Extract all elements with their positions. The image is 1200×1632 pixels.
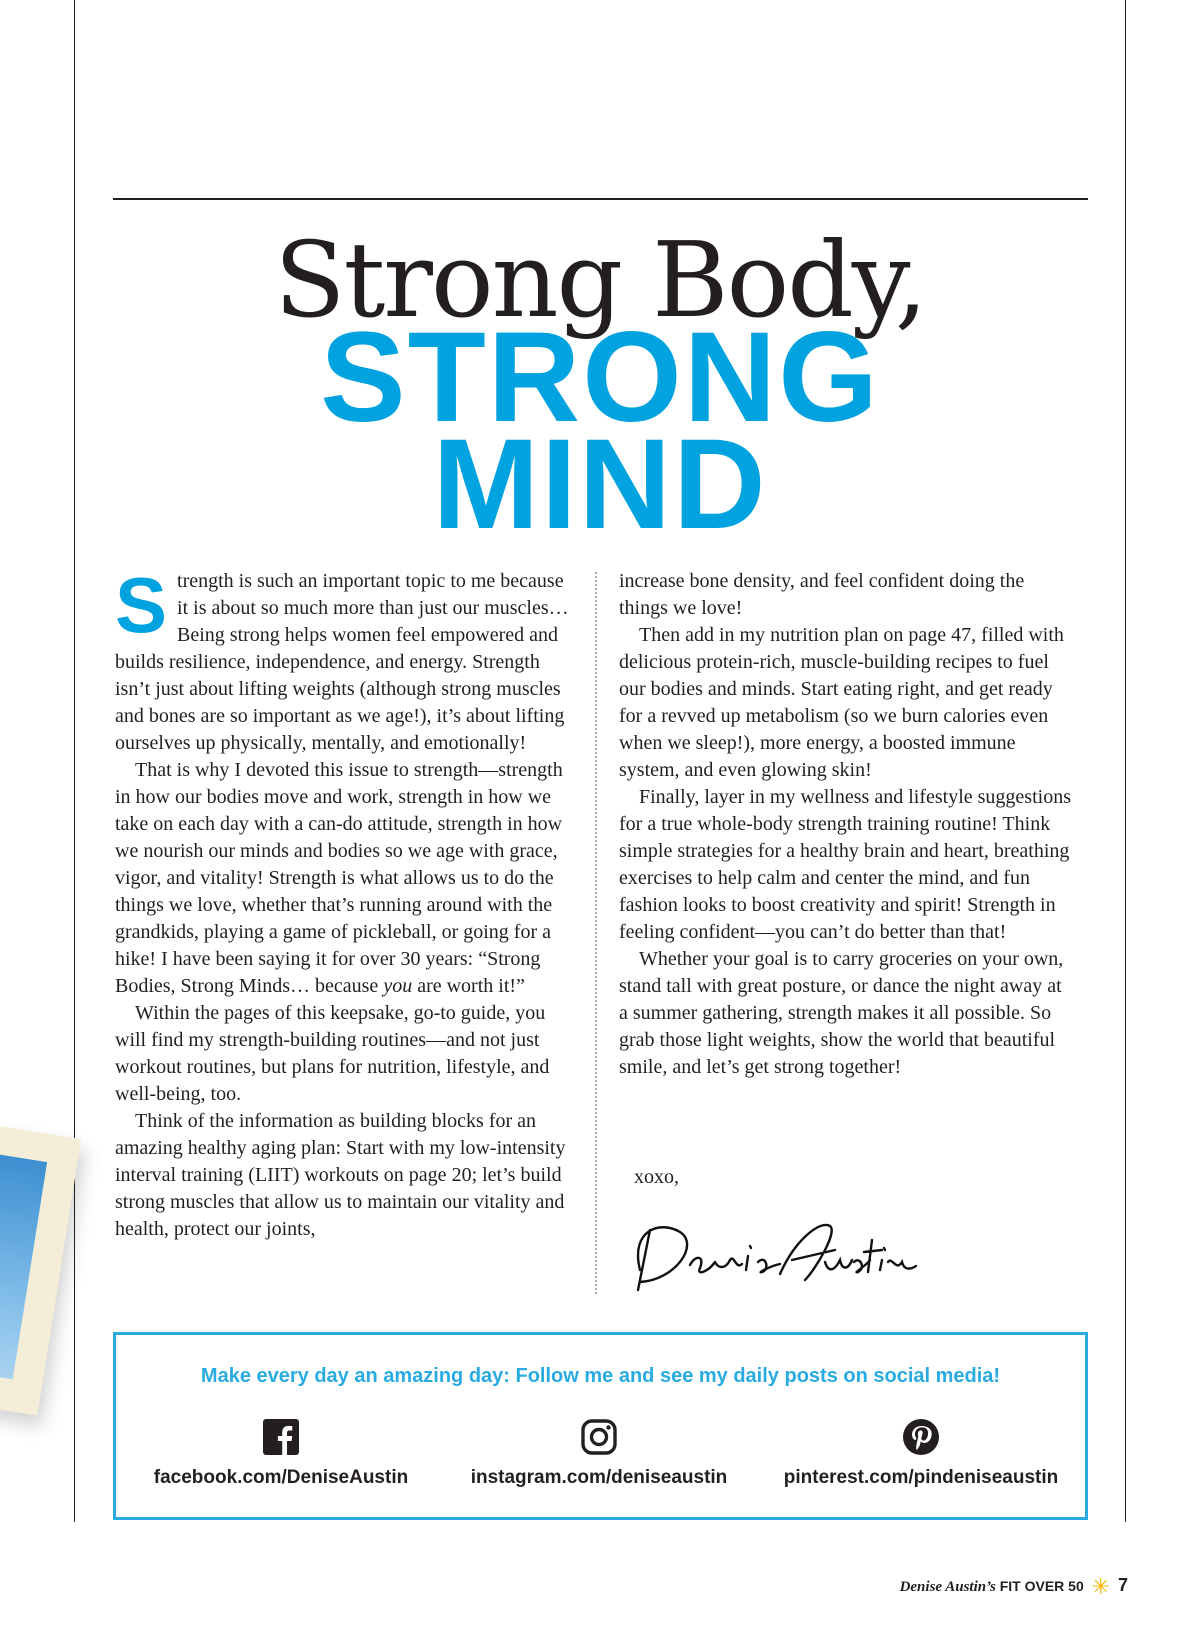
social-item-facebook[interactable] xyxy=(116,1419,446,1489)
pinterest-icon xyxy=(903,1419,939,1455)
article-paragraph: That is why I devoted this issue to strength—strength in how our bodies move and work, strength in how we take on each day with a can-do attitude, strength in how we nourish our minds and bodies so we age with grace, vigor, and vitality! Strength is what allows us to do the things we love, whether that’s running around with the grandkids, playing a game of pickleball, or going for a hike! I have been saying it for over 30 years: “Strong Bodies, Strong Minds… because you are worth it!” xyxy=(115,759,563,997)
instagram-link[interactable]: instagram.com/deniseaustin xyxy=(470,1467,728,1488)
asterisk-icon: ✳ xyxy=(1091,1574,1111,1599)
article-paragraph: Then add in my nutrition plan on page 47, filled with delicious protein-rich, muscle-building recipes to fuel our bodies and minds. Start eating right, and get ready for a revved up metabolism (so we burn calories even when we sleep!), more energy, a boosted immune system, and even glowing skin! xyxy=(619,624,1064,781)
article-paragraph: Whether your goal is to carry groceries on your own, stand tall with great posture, or dance the night away at a summer gathering, strength makes it all possible. So grab those light weights, show the world that beautiful smile, and let’s get strong together! xyxy=(619,948,1064,1078)
title-line-strong: STRONG xyxy=(320,306,880,449)
article-paragraph: Finally, layer in my wellness and lifestyle suggestions for a true whole-body strength training routine! Think simple strategies for a healthy brain and heart, breathing exercises to help calm and center the mind, and fun fashion looks to boost creativity and spirit! Strength in feeling confident—you can’t do better than that! xyxy=(619,786,1071,943)
social-media-box xyxy=(113,1332,1088,1520)
instagram-icon xyxy=(581,1419,617,1455)
pinterest-link[interactable]: pinterest.com/pindeniseaustin xyxy=(783,1467,1059,1488)
title-line-strong-body: Strong Body, xyxy=(274,219,926,341)
article-right-column xyxy=(619,568,1074,1081)
article-paragraph: increase bone density, and feel confident doing the things we love! xyxy=(619,570,1025,619)
social-tagline: Make every day an amazing day: Follow me and see my daily posts on social media! xyxy=(200,1365,1001,1387)
column-divider xyxy=(595,572,597,1294)
facebook-icon xyxy=(263,1419,299,1455)
article-paragraph: Strength is such an important topic to me because it is about so much more than just our muscles… Being strong helps women feel empowered and builds resilience, independence, and energy. Strength isn’t just about lifting weights (although strong muscles and bones are so important as we age!), it’s about lifting ourselves up physically, mentally, and emotionally! xyxy=(115,561,569,754)
title-line-mind: MIND xyxy=(432,413,768,556)
facebook-link[interactable]: facebook.com/DeniseAustin xyxy=(153,1467,409,1488)
social-item-instagram[interactable] xyxy=(434,1419,764,1489)
footer-magazine: FIT OVER 50 xyxy=(999,1578,1084,1594)
page-footer xyxy=(900,1574,1128,1600)
drop-cap: S xyxy=(115,561,168,649)
signoff: xoxo, xyxy=(634,1166,679,1188)
page-number: 7 xyxy=(1117,1575,1128,1595)
social-item-pinterest[interactable] xyxy=(756,1419,1086,1489)
signature xyxy=(620,1210,920,1295)
article-paragraph: Think of the information as building blocks for an amazing healthy aging plan: Start with my low-intensity interval training (LIIT) workouts on page 20; let’s build strong muscles that allow us to maintain our vitality and health, protect our joints, xyxy=(115,1110,566,1240)
footer-author: Denise Austin’s xyxy=(899,1579,996,1595)
article-paragraph: Within the pages of this keepsake, go-to guide, you will find my strength-building routines—and not just workout routines, but plans for nutrition, lifestyle, and well-being, too. xyxy=(115,1002,550,1105)
photo-edge-decoration xyxy=(0,1120,81,1415)
top-rule xyxy=(113,198,1088,200)
article-left-column xyxy=(115,561,570,1243)
